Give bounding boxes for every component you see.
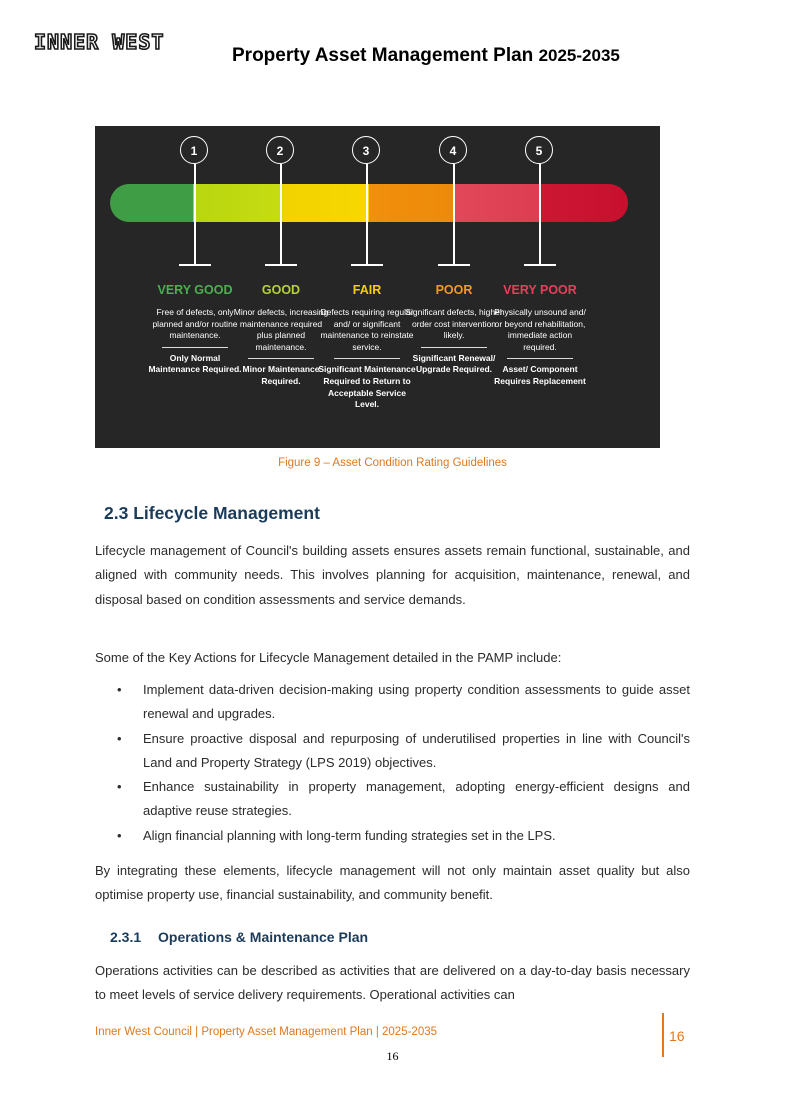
- subsection-number: 2.3.1: [110, 929, 142, 945]
- rating-number-badge: 1: [180, 136, 208, 164]
- rating-divider: [162, 347, 228, 348]
- rating-description: Physically unsound and/ or beyond rehabilitation, immediate action required.: [494, 307, 586, 352]
- rating-action: Significant Maintenance Required to Return to Acceptable Service Level.: [318, 364, 416, 410]
- rating-connector-line: [280, 164, 282, 264]
- rating-details: [490, 307, 590, 388]
- rating-connector-base: [438, 264, 470, 266]
- rating-connector-line: [366, 164, 368, 264]
- rating-description: Minor defects, increasing maintenance required plus planned maintenance.: [233, 307, 329, 352]
- page-number: 16: [386, 1049, 399, 1063]
- rating-name: POOR: [435, 283, 473, 297]
- rating-divider: [334, 358, 400, 359]
- list-item: • Implement data-driven decision-making using property condition assessments to guide asset renewal and upgrades.: [95, 678, 690, 727]
- rating-description: Significant defects, higher order cost intervention likely.: [405, 307, 503, 341]
- rating-action: Significant Renewal/ Upgrade Required.: [412, 352, 496, 375]
- rating-connector-base: [179, 264, 211, 266]
- section-conclusion: By integrating these elements, lifecycle management will not only maintain asset quality but also optimise property use, financial sustainability, and community benefit.: [95, 863, 690, 903]
- subsection-text: Operations activities can be described as activities that are delivered on a day-to-day basis necessary to meet levels of service delivery requirements. Operational activities can: [95, 963, 690, 1003]
- rating-action: Only Normal Maintenance Required.: [148, 352, 242, 375]
- rating-number-badge: 4: [439, 136, 467, 164]
- rating-divider: [421, 347, 487, 348]
- footer-text: Inner West Council | Property Asset Management Plan | 2025-2035: [95, 1026, 438, 1038]
- council-logo: INNER WEST: [34, 30, 165, 54]
- document-title-years: 2025-2035: [538, 46, 620, 65]
- subsection-heading: [110, 929, 368, 945]
- rating-description: Defects requiring regular and/ or significant maintenance to reinstate service.: [320, 307, 414, 352]
- rating-name: VERY POOR: [503, 283, 577, 297]
- condition-rating-figure: [95, 126, 660, 448]
- list-item: • Ensure proactive disposal and repurposing of underutilised properties in line with Council's Land and Property Strategy (LPS 2019) objectives.: [95, 727, 690, 776]
- rating-divider: [507, 358, 573, 359]
- section-heading: 2.3 Lifecycle Management: [104, 503, 320, 523]
- condition-gradient-bar: [110, 184, 628, 222]
- rating-connector-base: [524, 264, 556, 266]
- rating-connector-base: [265, 264, 297, 266]
- rating-name: FAIR: [352, 283, 382, 297]
- footer-page-badge: 16: [669, 1028, 685, 1044]
- rating-details: [317, 307, 417, 411]
- rating-details: [231, 307, 331, 388]
- list-item: • Enhance sustainability in property management, adopting energy-efficient designs and adaptive reuse strategies.: [95, 775, 690, 824]
- rating-action: Minor Maintenance Required.: [242, 364, 320, 386]
- key-actions-list: [95, 678, 690, 848]
- rating-number-badge: 3: [352, 136, 380, 164]
- section-intro: Lifecycle management of Council's building assets ensures assets remain functional, sustainable, and aligned with community needs. This involves planning for acquisition, maintenance, renewal, and disposal based on condition assessments and service demands.: [95, 543, 690, 607]
- rating-action: Asset/ Component Requires Replacement: [494, 364, 586, 386]
- document-title: [232, 45, 620, 67]
- figure-caption: Figure 9 – Asset Condition Rating Guidelines: [278, 457, 507, 469]
- list-item: • Align financial planning with long-term funding strategies set in the LPS.: [95, 824, 690, 848]
- rating-description: Free of defects, only planned and/or routine maintenance.: [152, 307, 238, 341]
- rating-details: [145, 307, 245, 376]
- rating-connector-line: [194, 164, 196, 264]
- rating-connector-line: [539, 164, 541, 264]
- document-title-text: Property Asset Management Plan: [232, 45, 534, 66]
- rating-name: GOOD: [261, 283, 301, 297]
- rating-name: VERY GOOD: [157, 283, 233, 297]
- rating-number-badge: 2: [266, 136, 294, 164]
- subsection-title: Operations & Maintenance Plan: [158, 929, 369, 945]
- rating-connector-line: [453, 164, 455, 264]
- rating-connector-base: [351, 264, 383, 266]
- rating-number-badge: 5: [525, 136, 553, 164]
- rating-details: [404, 307, 504, 376]
- rating-divider: [248, 358, 314, 359]
- section-lead-in: Some of the Key Actions for Lifecycle Management detailed in the PAMP include:: [95, 650, 562, 665]
